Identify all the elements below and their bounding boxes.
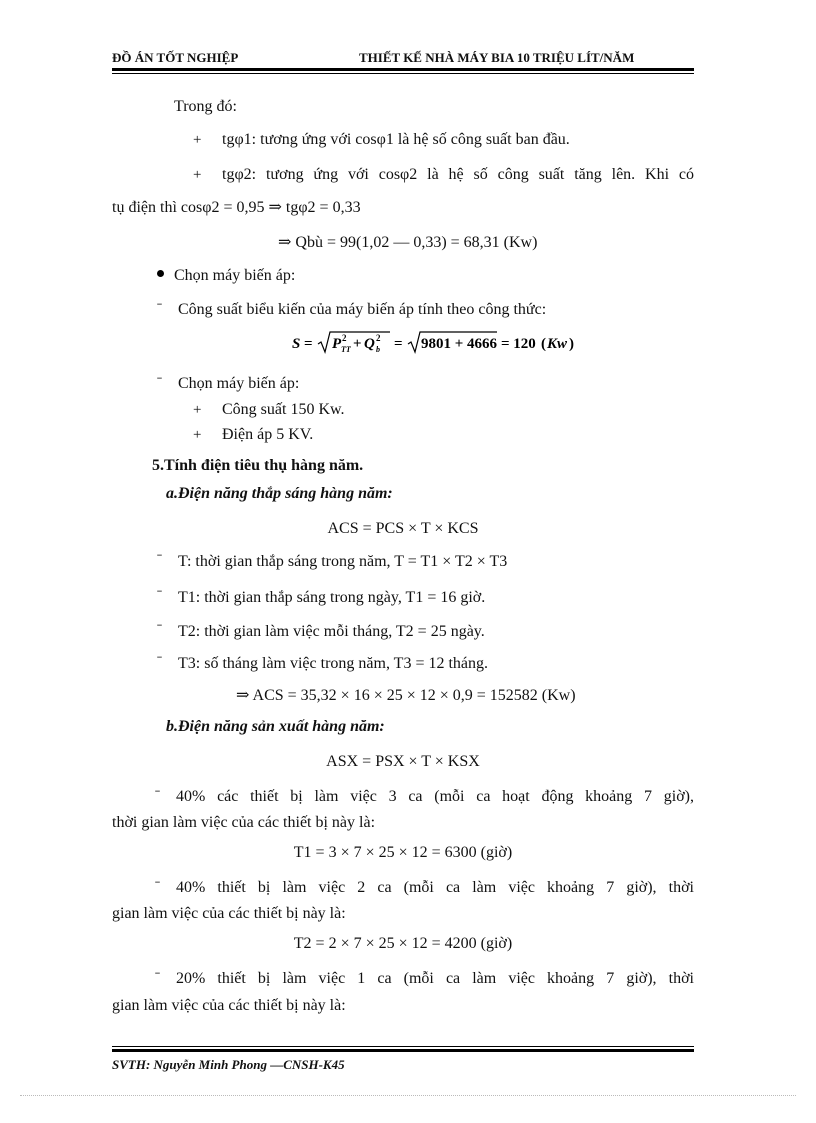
- dash-marker: ˉ: [157, 375, 162, 391]
- header-right: THIẾT KẾ NHÀ MÁY BIA 10 TRIỆU LÍT/NĂM: [359, 50, 635, 65]
- p20-1ca-line: 20% thiết bị làm việc 1 ca (mỗi ca làm việc khoảng 7 giờ), thời: [176, 970, 694, 987]
- cong-suat-150: Công suất 150 Kw.: [222, 401, 345, 418]
- asx-formula: ASX = PSX × T × KSX: [326, 753, 480, 770]
- plus-marker: +: [193, 427, 202, 443]
- bullet-dot-icon: [157, 270, 164, 277]
- dash-marker: ˉ: [155, 788, 160, 804]
- dash-marker: ˉ: [157, 301, 162, 317]
- dash-marker: ˉ: [157, 622, 162, 638]
- dash-marker: ˉ: [157, 552, 162, 568]
- svg-text:Q: Q: [364, 336, 375, 352]
- plus-marker: +: [193, 167, 202, 183]
- tg2-continuation: tụ điện thì cosφ2 = 0,95 ⇒ tgφ2 = 0,33: [112, 199, 361, 216]
- svg-text:9801 + 4666: 9801 + 4666: [421, 336, 498, 352]
- dash-marker: ˉ: [157, 654, 162, 670]
- svg-text:(: (: [541, 336, 546, 352]
- svg-text:S: S: [292, 336, 301, 352]
- p40-2ca-line: 40% thiết bị làm việc 2 ca (mỗi ca làm việc khoảng 7 giờ), thời: [176, 879, 694, 896]
- svg-text:b: b: [376, 345, 380, 354]
- t1-calculation: T1 = 3 × 7 × 25 × 12 = 6300 (giờ): [293, 844, 513, 861]
- dash-marker: ˉ: [155, 879, 160, 895]
- page-bottom-border: [20, 1095, 796, 1096]
- t3-definition: T3: số tháng làm việc trong năm, T3 = 12 tháng.: [178, 655, 489, 672]
- tg1-line: tgφ1: tương ứng với cosφ1 là hệ số công suất ban đầu.: [222, 131, 570, 148]
- svg-text:Kw: Kw: [547, 336, 568, 352]
- formula-s-image: [290, 330, 590, 356]
- svg-text:2: 2: [342, 333, 347, 343]
- chon-mba-item: Chọn máy biến áp:: [178, 375, 300, 392]
- p40-3ca-continuation: thời gian làm việc của các thiết bị này là:: [112, 814, 376, 831]
- acs-formula: ACS = PCS × T × KCS: [327, 520, 479, 537]
- t2-calculation: T2 = 2 × 7 × 25 × 12 = 4200 (giờ): [293, 935, 513, 952]
- dash-marker: ˉ: [155, 970, 160, 986]
- svg-text:+: +: [353, 336, 362, 352]
- p40-3ca-line: 40% các thiết bị làm việc 3 ca (mỗi ca hoạt động khoảng 7 giờ),: [176, 788, 694, 805]
- t1-definition: T1: thời gian thắp sáng trong ngày, T1 = 16 giờ.: [178, 589, 486, 606]
- section-5-heading: 5.Tính điện tiêu thụ hàng năm.: [152, 457, 364, 474]
- t-definition: T: thời gian thắp sáng trong năm, T = T1 × T2 × T3: [178, 553, 508, 570]
- plus-marker: +: [193, 132, 202, 148]
- p40-2ca-continuation: gian làm việc của các thiết bị này là:: [112, 905, 346, 922]
- p20-1ca-continuation: gian làm việc của các thiết bị này là:: [112, 997, 346, 1014]
- cong-suat-bieu-kien: Công suất biểu kiến của máy biến áp tính theo công thức:: [178, 301, 547, 318]
- section-5a-heading: a.Điện năng thắp sáng hàng năm:: [166, 485, 393, 502]
- header-left: ĐỒ ÁN TỐT NGHIỆP: [112, 50, 239, 65]
- acs-calculation: ⇒ ACS = 35,32 × 16 × 25 × 12 × 0,9 = 152582 (Kw): [236, 687, 576, 704]
- header-rule-thick: [112, 68, 694, 71]
- svg-text:2: 2: [376, 333, 381, 343]
- svg-text:=: =: [394, 336, 403, 352]
- plus-marker: +: [193, 402, 202, 418]
- tg2-line: tgφ2: tương ứng với cosφ2 là hệ số công suất tăng lên. Khi có: [222, 166, 694, 183]
- trong-do-label: Trong đó:: [174, 98, 237, 115]
- header-rule-thin: [112, 73, 694, 74]
- qbu-formula: ⇒ Qbù = 99(1,02 — 0,33) = 68,31 (Kw): [278, 234, 538, 251]
- t2-definition: T2: thời gian làm việc mỗi tháng, T2 = 25 ngày.: [178, 623, 485, 640]
- section-5b-heading: b.Điện năng sản xuất hàng năm:: [166, 718, 385, 735]
- chon-mba-heading: Chọn máy biến áp:: [174, 267, 296, 284]
- svg-text:= 120: = 120: [501, 336, 536, 352]
- svg-text:=: =: [304, 336, 313, 352]
- svg-text:P: P: [332, 336, 342, 352]
- svg-text:): ): [569, 336, 574, 352]
- svg-text:TT: TT: [341, 345, 351, 354]
- footer-rule-thin: [112, 1046, 694, 1047]
- page-footer: SVTH: Nguyễn Minh Phong —CNSH-K45: [112, 1057, 345, 1072]
- dien-ap-5kv: Điện áp 5 KV.: [222, 426, 314, 443]
- footer-rule-thick: [112, 1049, 694, 1052]
- dash-marker: ˉ: [157, 588, 162, 604]
